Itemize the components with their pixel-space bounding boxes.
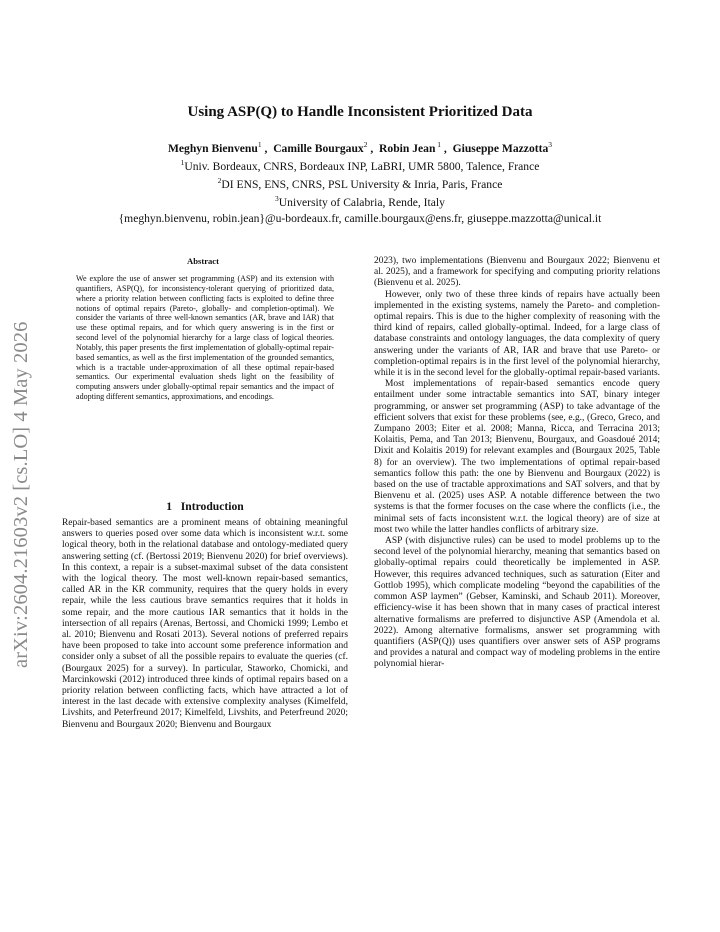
author-mark: 2 [363, 140, 368, 149]
author-mark: 3 [548, 140, 553, 149]
author-separator: , [441, 141, 453, 155]
affiliation-text: DI ENS, ENS, CNRS, PSL University & Inria, Paris, France [221, 177, 503, 191]
affiliation-text: Univ. Bordeaux, CNRS, Bordeaux INP, LaBRI, UMR 5800, Talence, France [184, 159, 540, 173]
affiliation [0, 176, 720, 191]
author-emails: {meghyn.bienvenu, robin.jean}@u-bordeaux.fr, camille.bourgaux@ens.fr, giuseppe.mazzotta@unical.it [118, 212, 602, 225]
abstract-text: We explore the use of answer set programming (ASP) and its extension with quantifiers, ASP(Q), for inconsistency-tolerant querying of prioritized data, where a priority relation between conflicting facts is exploited to define three notions of optimal repairs (Pareto-, globally- and completion-optimal). We consider the variants of three well-known semantics (AR, brave and IAR) that use these optimal repairs, and for which query answering is in the first or second level of the polynomial hierarchy for a large class of logical theories. Notably, this paper presents the first implementation of globally-optimal repair-based semantics, as well as the first implementation of the grounded semantics, which is a tractable under-approximation of all these optimal repair-based semantics. Our experimental evaluation sheds light on the feasibility of computing answers under globally-optimal repair semantics and the impact of adopting different semantics, approximations, and encodings. [76, 274, 334, 402]
paragraph: 2023), two implementations (Bienvenu and Bourgaux 2022; Bienvenu et al. 2025), and a framework for specifying and computing priority relations (Bienvenu et al. 2025). [374, 256, 660, 289]
paragraph: However, only two of these three kinds of repairs have actually been implemented in the existing systems, namely the Pareto- and completion-optimal repairs. This is due to the higher complexity of reasoning with the third kind of repairs, called globally-optimal. Indeed, for a large class of database constraints and ontology languages, the data complexity of query answering under the variants of AR, IAR and brave that use Pareto- or completion-optimal repairs is in the first level of the polynomial hierarchy, while it is in the second level for the globally-optimal repair-based variants. [374, 289, 660, 379]
introduction-body [62, 518, 348, 731]
paragraph: Repair-based semantics are a prominent means of obtaining meaningful answers to queries posed over some data which is inconsistent w.r.t. some logical theory, both in the relational database and ontology-mediated query answering setting (cf. (Bertossi 2019; Bienvenu 2020) for brief overviews). In this context, a repair is a subset-maximal subset of the data consistent with the logical theory. The most well-known repair-based semantics, called AR in the KR community, requires that the query holds in every repair, while the less cautious brave semantics requires that it holds in some repair, and the more cautious IAR semantics that it holds in the intersection of all repairs (Arenas, Bertossi, and Chomicki 1999; Lembo et al. 2010; Bienvenu and Rosati 2013). Several notions of preferred repairs have been proposed to take into account some preference information and consider only a subset of all the possible repairs to evaluate the queries (cf. (Bourgaux 2025) for a survey). In particular, Staworko, Chomicki, and Marcinkowski (2012) introduced three kinds of optimal repairs based on a priority relation between conflicting facts, which have attracted a lot of interest in the last decade with extensive complexity analyses (Kimelfeld, Livshits, and Peterfreund 2017; Kimelfeld, Livshits, and Peterfreund 2020; Bienvenu and Bourgaux 2020; Bienvenu and Bourgaux [62, 518, 348, 730]
abstract-body [76, 274, 334, 402]
affiliation-text: University of Calabria, Rende, Italy [278, 195, 445, 209]
paragraph: ASP (with disjunctive rules) can be used to model problems up to the second level of the polynomial hierarchy, meaning that semantics based on globally-optimal repairs could theoretically be implemented in ASP. However, this requires advanced techniques, such as saturation (Eiter and Gottlob 1995), which complicate modeling “beyond the capabilities of the common ASP laymen” (Gebser, Kaminski, and Schaub 2011). Moreover, efficiency-wise it has been shown that in many cases of practical interest alternative formalisms are preferred to disjunctive ASP (Amendola et al. 2022). Among alternative formalisms, answer set programming with quantifiers (ASP(Q)) uses quantifiers over answer sets of ASP programs and provides a natural and compact way of modeling problems in the entire polynomial hierar- [374, 536, 660, 670]
author-name: Meghyn Bienvenu [167, 141, 258, 155]
right-column-body [374, 256, 660, 671]
arxiv-identifier: arXiv:2604.21603v2 [cs.LO] 4 May 2026 [10, 321, 32, 668]
affiliation [0, 194, 720, 209]
paper-title: Using ASP(Q) to Handle Inconsistent Prioritized Data [187, 104, 533, 120]
author-name: Robin Jean [379, 141, 436, 155]
affiliation [0, 158, 720, 173]
affiliation-mark: 3 [275, 194, 279, 203]
section-heading: 1 Introduction [166, 500, 244, 513]
abstract-heading: Abstract [187, 256, 219, 266]
author-separator: , [261, 141, 274, 155]
paragraph: Most implementations of repair-based semantics encode query entailment under some intractable semantics into SAT, binary integer programming, or answer set programming (ASP) to take advantage of the efficient solvers that exist for these problems (see, e.g., (Greco, Greco, and Zumpano 2003; Eiter et al. 2008; Manna, Ricca, and Terracina 2013; Kolaitis, Pema, and Tan 2013; Bienvenu, Bourgaux, and Goasdoué 2014; Dixit and Kolaitis 2019) for relevant examples and (Bourgaux 2025, Table 8) for an overview). The two implementations of optimal repair-based semantics follow this path: the one by Bienvenu and Bourgaux (2022) is based on the use of tractable approximations and SAT solvers, and that by Bienvenu et al. (2025) uses ASP. A notable difference between the two systems is that the former focuses on the case where the conflicts (i.e., the minimal sets of facts inconsistent w.r.t. the logical theory) are of size at most two while the latter handles conflicts of arbitrary size. [374, 379, 660, 535]
affiliation-mark: 2 [217, 176, 222, 185]
author-separator: , [367, 141, 380, 155]
author-mark: 1 [257, 140, 262, 149]
author-name: Camille Bourgaux [273, 141, 364, 155]
author-name: Giuseppe Mazzotta [452, 141, 549, 155]
affiliation-mark: 1 [180, 158, 185, 167]
author-mark: 1 [435, 140, 442, 149]
author-list [0, 140, 720, 155]
